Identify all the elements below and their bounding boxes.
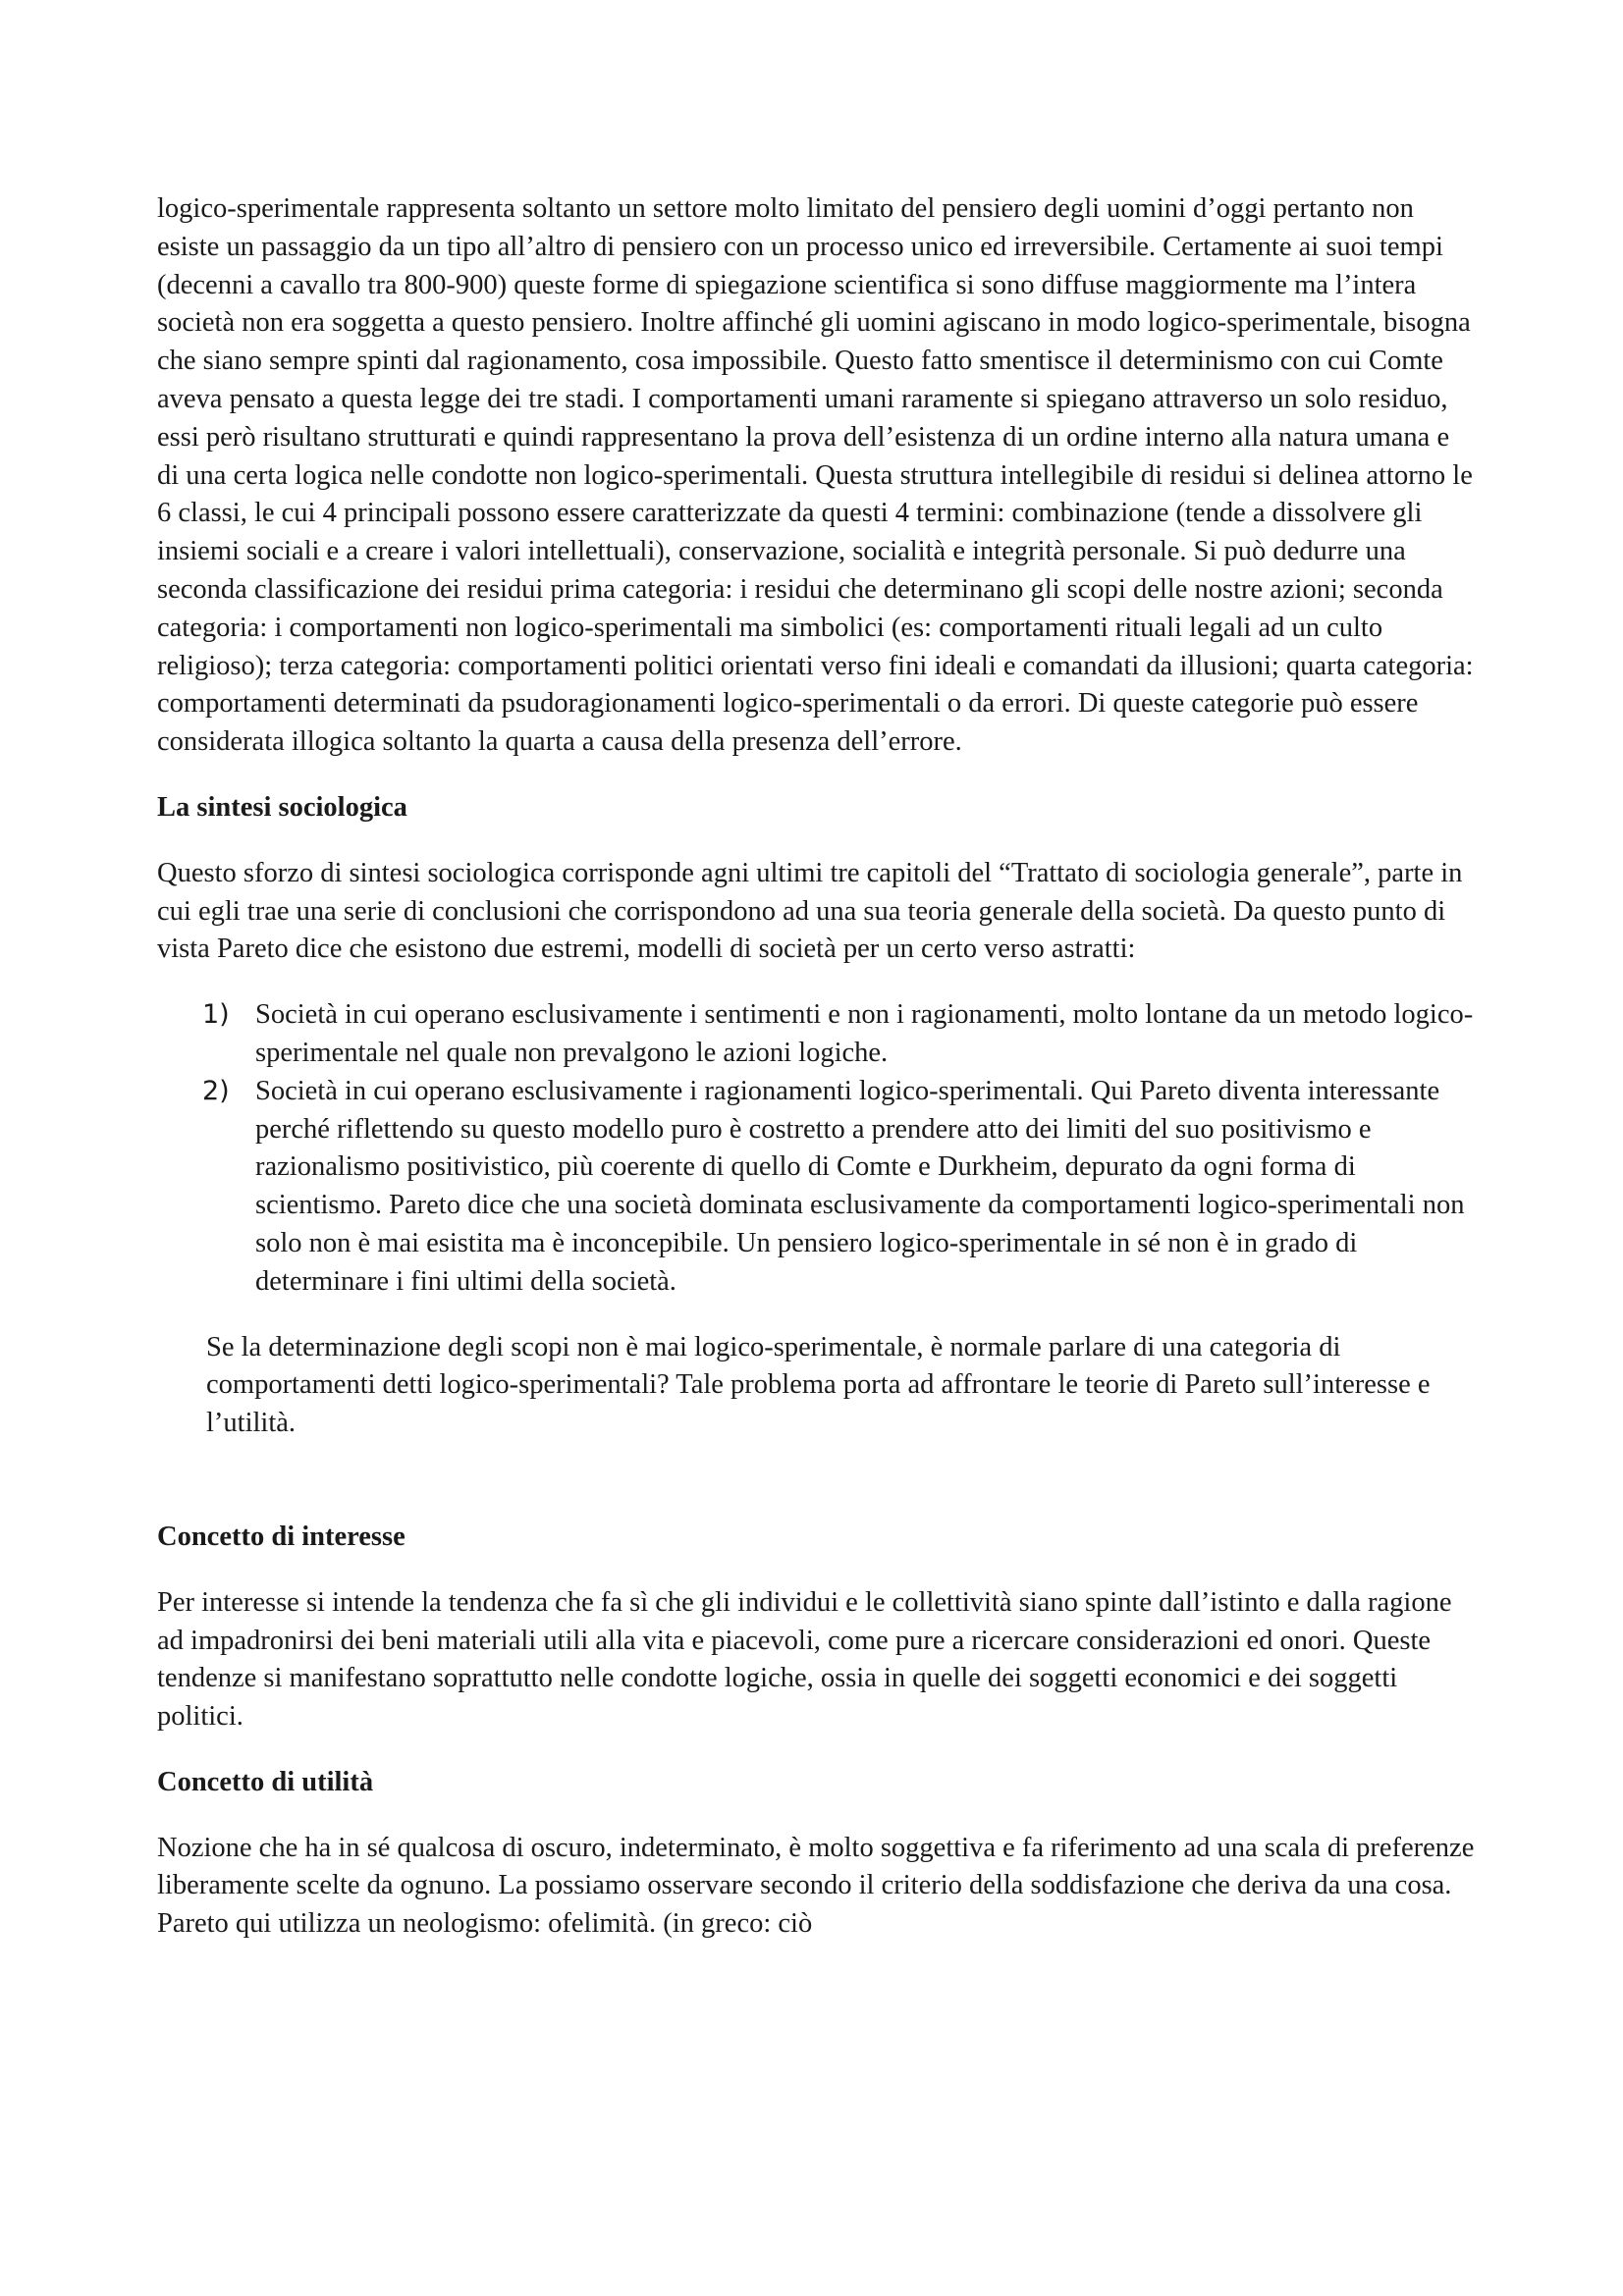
- sintesi-paragraph: Questo sforzo di sintesi sociologica corrisponde agni ultimi tre capitoli del “Trattato di sociologia generale”, parte in cui egli trae una serie di conclusioni che corrispondono ad una sua teoria generale della società. Da questo punto di vista Pareto dice che esistono due estremi, modelli di società per un certo verso astratti:: [157, 857, 1463, 965]
- list-item: [202, 996, 1478, 1073]
- intro-paragraph: logico-sperimentale rappresenta soltanto un settore molto limitato del pensiero degli uomini d’oggi pertanto non esiste un passaggio da un tipo all’altro di pensiero con un processo unico ed irreversibile. Certamente ai suoi tempi (decenni a cavallo tra 800-900) queste forme di spiegazione scientifica si sono diffuse maggiormente ma l’intera società non era soggetta a questo pensiero. Inoltre affinché gli uomini agiscano in modo logico-sperimentale, bisogna che siano sempre spinti dal ragionamento, cosa impossibile. Questo fatto smentisce il determinismo con cui Comte aveva pensato a questa legge dei tre stadi. I comportamenti umani raramente si spiegano attraverso un solo residuo, essi però risultano strutturati e quindi rappresentano la prova dell’esistenza di un ordine interno alla natura umana e di una certa logica nelle condotte non logico-sperimentali. Questa struttura intellegibile di residui si delinea attorno le 6 classi, le cui 4 principali possono essere caratterizzate da questi 4 termini: combinazione (tende a dissolvere gli insiemi sociali e a creare i valori intellettuali), conservazione, socialità e integrità personale. Si può dedurre una seconda classificazione dei residui prima categoria: i residui che determinano gli scopi delle nostre azioni; seconda categoria: i comportamenti non logico-sperimentali ma simbolici (es: comportamenti rituali legali ad un culto religioso); terza categoria: comportamenti politici orientati verso fini ideali e comandati da illusioni; quarta categoria: comportamenti determinati da psudoragionamenti logico-sperimentali o da errori. Di queste categorie può essere considerata illogica soltanto la quarta a causa della presenza dell’errore.: [157, 193, 1474, 758]
- sintesi-followup-paragraph: Se la determinazione degli scopi non è mai logico-sperimentale, è normale parlare di una categoria di comportamenti detti logico-sperimentali? Tale problema porta ad affrontare le teorie di Pareto sull’interesse e l’utilità.: [206, 1331, 1431, 1439]
- list-item-text: Società in cui operano esclusivamente i sentimenti e non i ragionamenti, molto lontane da un metodo logico-sperimentale nel quale non prevalgono le azioni logiche.: [255, 999, 1474, 1068]
- list-item: [202, 1073, 1478, 1302]
- utilita-paragraph: Nozione che ha in sé qualcosa di oscuro, indeterminato, è molto soggettiva e fa riferimento ad una scala di preferenze liberamente scelte da ognuno. La possiamo osservare secondo il criterio della soddisfazione che deriva da una cosa. Pareto qui utilizza un neologismo: ofelimità. (in greco: ciò: [157, 1832, 1475, 1940]
- heading-concetto-utilita: Concetto di utilità: [157, 1766, 374, 1797]
- list-marker: 1): [202, 999, 230, 1031]
- list-item-text: Società in cui operano esclusivamente i ragionamenti logico-sperimentali. Qui Pareto diventa interessante perché riflettendo su questo modello puro è costretto a prendere atto dei limiti del suo positivismo e razionalismo positivistico, più coerente di quello di Comte e Durkheim, depurato da ogni forma di scientismo. Pareto dice che una società dominata esclusivamente da comportamenti logico-sperimentali non solo non è mai esistita ma è inconcepibile. Un pensiero logico-sperimentale in sé non è in grado di determinare i fini ultimi della società.: [255, 1075, 1465, 1297]
- heading-sintesi-sociologica: La sintesi sociologica: [157, 791, 407, 823]
- heading-concetto-interesse: Concetto di interesse: [157, 1521, 406, 1552]
- interesse-paragraph: Per interesse si intende la tendenza che fa sì che gli individui e le collettività siano spinte dall’istinto e dalla ragione ad impadronirsi dei beni materiali utili alla vita e piacevoli, come pure a ricercare considerazioni ed onori. Queste tendenze si manifestano soprattutto nelle condotte logiche, ossia in quelle dei soggetti economici e dei soggetti politici.: [157, 1586, 1452, 1733]
- list-marker: 2): [202, 1075, 230, 1106]
- society-models-list: [157, 996, 1478, 1301]
- spacer: [157, 1443, 1478, 1519]
